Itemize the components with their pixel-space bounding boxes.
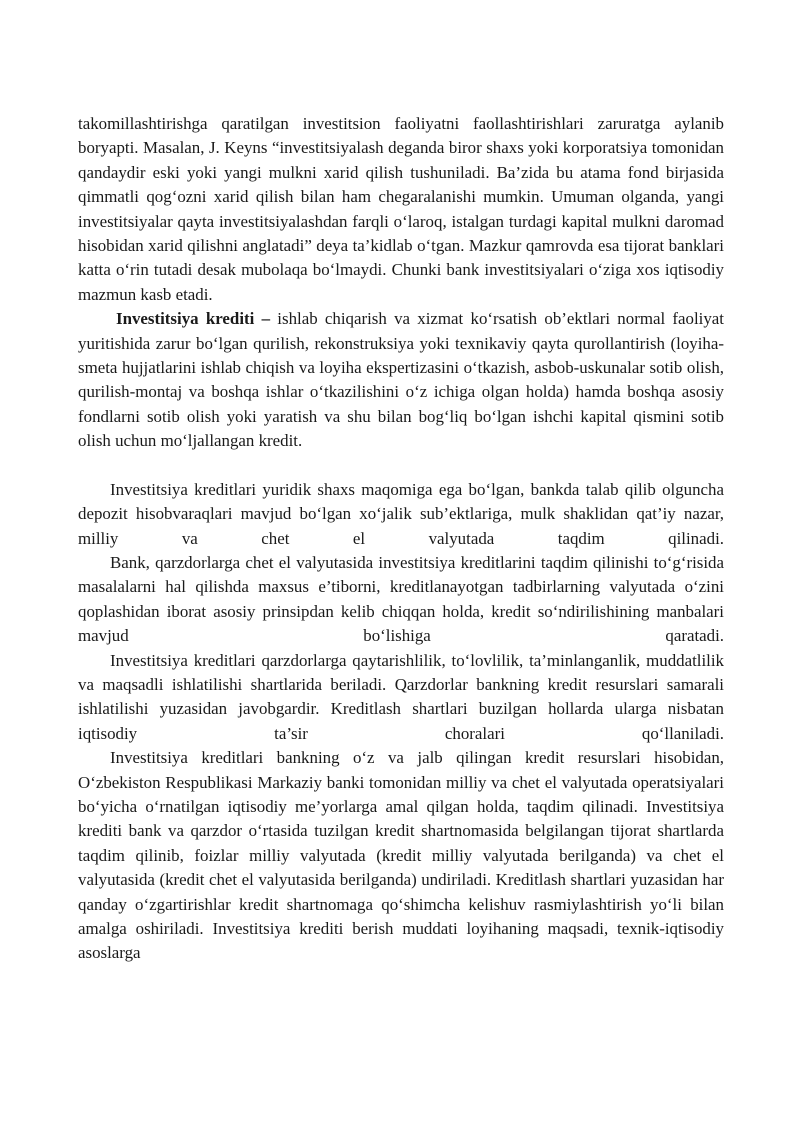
paragraph-intro: takomillashtirishga qaratilgan investitsion faoliyatni faollashtirishlari zaruratga aylanib boryapti. Masalan, J. Keyns “investitsiyalash deganda biror shaxs yoki korporatsiya tomonidan qandaydir eski yoki yangi mulkni xarid qilish tushuniladi. Ba’zida bu atama fond birjasida qimmatli qog‘ozni xarid qilish bilan ham chegaralanishi mumkin. Umuman olganda, yangi investitsiyalar qayta investitsiyalashdan farqli o‘laroq, istalgan turdagi kapital mulkni daromad hisobidan xarid qilishni anglatadi” deya ta’kidlab o‘tgan. Mazkur qamrovda esa tijorat banklari katta o‘rin tutadi desak mubolaqa bo‘lmaydi. Chunki bank investitsiyalari o‘ziga xos iqtisodiy mazmun kasb etadi. bbox=[78, 114, 724, 304]
paragraph-credit-eligibility bbox=[78, 478, 724, 966]
definition-text: ishlab chiqarish va xizmat ko‘rsatish ob’ektlari normal faoliyat yuritishida zarur bo‘lgan qurilish, rekonstruksiya yoki texnikaviy qayta qurollantirish (loyiha-smeta hujjatlarini ishlab chiqish va loyiha ekspertizasini o‘tkazish, asbob-uskunalar sotib olish, qurilish-montaj va boshqa ishlar o‘tkazilishini o‘z ichiga olgan holda) hamda boshqa asosiy fondlarni sotib olish yoki yaratish va shu bilan bog‘liq bo‘lgan ishchi kapital qismini sotib olish uchun mo‘ljallangan kredit. bbox=[78, 309, 724, 451]
text-line: Bank, qarzdorlarga chet el valyutasida investitsiya kreditlarini taqdim qilinishi to‘g‘risida masalalarni hal qilishda maxsus e’tiborni, kreditlanayotgan tadbirlarning valyutada o‘zini qoplashidan iborat asosiy prinsipdan kelib chiqqan holda, kredit so‘ndirilishining manbalari mavjud bo‘lishiga qaratadi. bbox=[78, 552, 724, 646]
paragraph-spacer bbox=[78, 454, 724, 478]
text-line: Investitsiya kreditlari qarzdorlarga qaytarishlilik, to‘lovlilik, ta’minlanganlik, muddatlilik va maqsadli ishlatilishi shartlarida beriladi. Qarzdorlar bankning kredit resurslari samarali ishlatilishi yuzasidan javobgardir. Kreditlash shartlari buzilgan hollarda ularga nisbatan iqtisodiy ta’sir choralari qo‘llaniladi. bbox=[78, 650, 724, 743]
paragraph-definition bbox=[78, 307, 724, 453]
text-line: Investitsiya kreditlari yuridik shaxs maqomiga ega bo‘lgan, bankda talab qilib olguncha depozit hisobvaraqlari mavjud bo‘lgan xo‘jalik sub’ektlariga, mulk shaklidan qat’iy nazar, milliy va chet el valyutada taqdim qilinadi. bbox=[78, 479, 724, 548]
document-page bbox=[78, 112, 724, 966]
defined-term: Investitsiya krediti – bbox=[116, 309, 271, 329]
text-line: Investitsiya kreditlari bankning o‘z va jalb qilingan kredit resurslari hisobidan, O‘zbekiston Respublikasi Markaziy banki tomonidan milliy va chet el valyutada operatsiyalari bo‘yicha o‘rnatilgan iqtisodiy me’yorlarga amal qilgan holda, taqdim qilinadi. Investitsiya krediti bank va qarzdor o‘rtasida tuzilgan kredit shartnomasida belgilangan tijorat shartlarda taqdim qilinib, foizlar milliy valyutada (kredit milliy valyutada berilganda) va chet el valyutasida (kredit chet el valyutasida berilganda) undiriladi. Kreditlash shartlari yuzasidan har qanday o‘zgartirishlar kredit shartnomaga qo‘shimcha kelishuv rasmiylashtirish yo‘li bilan amalga oshiriladi. Investitsiya krediti berish muddati loyihaning maqsadi, texnik-iqtisodiy asoslarga bbox=[78, 748, 724, 963]
